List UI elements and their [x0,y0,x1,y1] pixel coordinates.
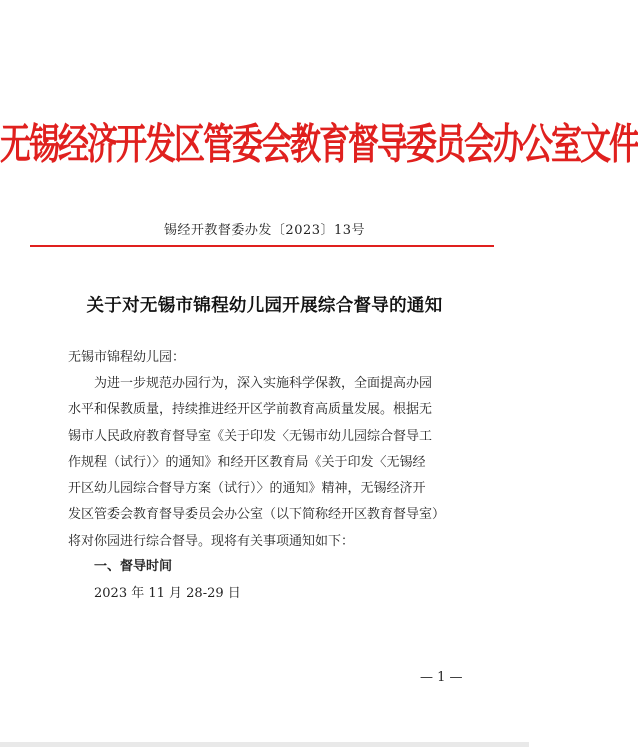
paragraph-line: 开区幼儿园综合督导方案（试行）〉的通知》精神，无锡经济开 [68,481,426,497]
red-divider-line [30,245,494,247]
page-number: — 1 — [420,670,463,685]
addressee: 无锡市锦程幼儿园： [68,350,186,365]
notice-title: 关于对无锡市锦程幼儿园开展综合督导的通知 [86,296,443,316]
paragraph-line: 发区管委会教育督导委员会办公室（以下简称经开区教育督导室） [68,507,446,523]
paragraph-line: 锡市人民政府教育督导室《关于印发〈无锡市幼儿园综合督导工 [68,428,433,444]
document-header-title: 无锡经济开发区管委会教育督导委员会办公室文件 [0,120,638,170]
section-heading: 一、督导时间 [94,559,173,574]
paragraph-line: 作规程（试行）〉的通知》和经开区教育局《关于印发〈无锡经 [68,454,426,470]
section-body: 2023 年 11 月 28-29 日 [94,586,241,601]
page-bottom-edge [0,742,529,747]
paragraph-line: 水平和保教质量，持续推进经开区学前教育高质量发展。根据无 [68,402,433,418]
paragraph-line: 为进一步规范办园行为，深入实施科学保教，全面提高办园 [94,376,433,391]
body-paragraph [68,371,468,555]
paragraph-line: 将对你园进行综合督导。现将有关事项通知如下： [68,533,355,549]
document-number: 锡经开教督委办发〔2023〕13号 [163,223,366,238]
